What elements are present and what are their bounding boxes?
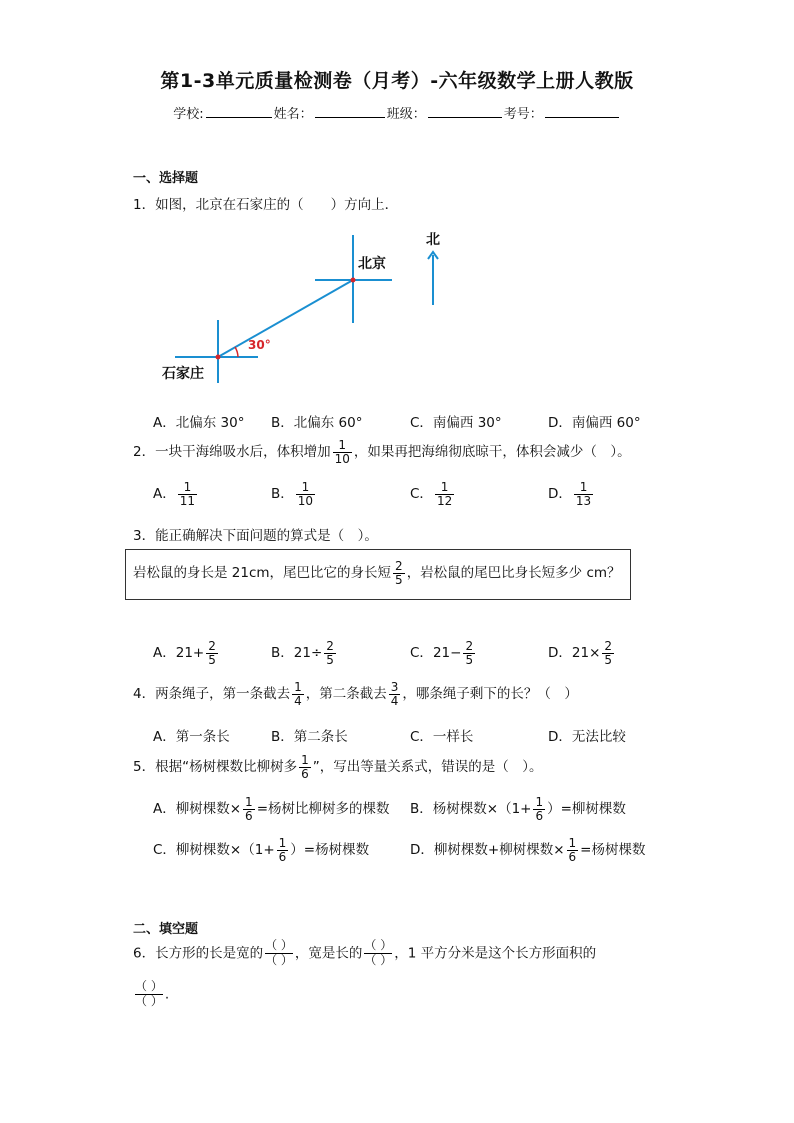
q6-blank-fraction-2[interactable]	[364, 939, 392, 968]
q6-b3-den[interactable]: （ ）	[135, 993, 163, 1008]
section-heading-choice: 一、选择题	[133, 171, 199, 186]
q2-option-a[interactable]	[153, 481, 199, 507]
q3-c-den: 5	[465, 652, 474, 667]
q4-f1-den: 4	[294, 693, 302, 708]
q3-box-fraction	[393, 560, 405, 586]
q2-option-a-label: A．	[153, 486, 176, 503]
q4-post: ，哪条绳子剩下的长？（ ）	[402, 686, 578, 703]
q4-option-d[interactable]: D．无法比较	[548, 729, 626, 745]
q6-b3-num[interactable]: （ ）	[135, 979, 163, 993]
name-label: 姓名：	[273, 107, 313, 122]
q1-option-d[interactable]: D．南偏西 60°	[548, 415, 641, 431]
q5-post: ”，写出等量关系式，错误的是（ ）。	[312, 759, 543, 776]
q3-box-num: 2	[395, 559, 403, 573]
q5-d-post: =杨树棵数	[580, 842, 646, 859]
q1-option-c[interactable]: C．南偏西 30°	[410, 415, 502, 431]
q5-a-frac	[243, 796, 255, 822]
q5-d-den: 6	[568, 849, 577, 864]
q2-option-c-label: C．	[410, 486, 433, 503]
q2-c-den: 12	[436, 493, 453, 508]
q3-box-post: ，岩松鼠的尾巴比身长短多少 cm？	[406, 565, 621, 582]
q2-b-num: 1	[301, 480, 310, 494]
q6-blank-fraction-1[interactable]	[265, 939, 293, 968]
q4-option-a[interactable]: A．第一条长	[153, 729, 230, 745]
q5-den: 6	[301, 766, 309, 781]
q3-b-label: B．	[271, 645, 294, 662]
q5-c-frac	[277, 837, 289, 863]
north-label: 北	[426, 232, 440, 248]
q5-c-label: C．柳树棵数×（1+	[153, 842, 275, 859]
q5-option-c[interactable]	[153, 837, 369, 863]
q6-b1-den[interactable]: （ ）	[265, 952, 293, 967]
q5-option-a[interactable]	[153, 796, 390, 822]
q6-mid: ，宽是长的	[294, 945, 363, 962]
q4-fraction-1	[292, 681, 304, 707]
section-heading-fill: 二、填空题	[133, 922, 199, 937]
name-field[interactable]	[315, 104, 385, 118]
q5-a-den: 6	[245, 808, 253, 823]
q5-b-frac	[533, 796, 545, 822]
q6-b1-num[interactable]: （ ）	[265, 938, 293, 952]
class-label: 班级：	[386, 107, 426, 122]
q3-b-den: 5	[326, 652, 334, 667]
q5-a-label: A．柳树棵数×	[153, 801, 242, 818]
q4-f1-num: 1	[294, 680, 302, 694]
q3-d-label: D．	[548, 645, 572, 662]
q3-a-label: A．	[153, 645, 176, 662]
q3-c-frac	[463, 640, 475, 666]
q3-d-num: 2	[604, 639, 613, 653]
q5-d-frac	[567, 837, 579, 863]
q5-pre: 5．根据“杨树棵数比柳树多	[133, 759, 298, 776]
q2-option-c-frac	[435, 481, 454, 507]
q5-b-post: ）=柳树棵数	[547, 801, 626, 818]
q3-c-num: 2	[465, 639, 474, 653]
q2-a-den: 11	[179, 493, 196, 508]
question-6-continued	[133, 980, 169, 1009]
q2-pre: 2．一块干海绵吸水后，体积增加	[133, 444, 331, 461]
q4-option-c[interactable]: C．一样长	[410, 729, 474, 745]
question-4-text	[133, 681, 578, 707]
q3-problem-text	[133, 560, 621, 586]
class-field[interactable]	[428, 104, 502, 118]
shijiazhuang-label: 石家庄	[162, 366, 204, 382]
q5-a-num: 1	[245, 795, 253, 809]
q3-b-num: 2	[326, 639, 334, 653]
q5-d-label: D．柳树棵数+柳树棵数×	[410, 842, 565, 859]
q3-c-expr: 21−	[432, 645, 462, 662]
q5-b-den: 6	[535, 808, 544, 823]
q2-option-b[interactable]	[271, 481, 317, 507]
beijing-label: 北京	[358, 256, 386, 272]
q6-b2-den[interactable]: （ ）	[364, 952, 393, 967]
school-label: 学校:	[173, 107, 204, 122]
q2-post: ，如果再把海绵彻底晾干，体积会减少（ ）。	[353, 444, 631, 461]
q6-post: ，1 平方分米是这个长方形面积的	[394, 945, 597, 962]
q6-pre: 6．长方形的长是宽的	[133, 945, 264, 962]
q3-option-b[interactable]	[271, 640, 338, 666]
question-1-text: 1．如图，北京在石家庄的（ ）方向上．	[133, 197, 399, 213]
q3-b-frac	[324, 640, 336, 666]
q3-d-den: 5	[604, 652, 613, 667]
q4-pre: 4．两条绳子，第一条截去	[133, 686, 291, 703]
q2-frac-num: 1	[338, 438, 347, 452]
q3-box-pre: 岩松鼠的身长是 21cm，尾巴比它的身长短	[133, 565, 392, 582]
q5-c-post: ）=杨树棵数	[290, 842, 370, 859]
direction-diagram	[160, 225, 460, 385]
q2-option-b-frac	[296, 481, 315, 507]
number-field[interactable]	[545, 104, 619, 118]
q2-option-d-frac	[574, 481, 593, 507]
q3-d-frac	[602, 640, 614, 666]
question-5-text	[133, 754, 542, 780]
q3-a-num: 2	[208, 639, 216, 653]
q1-option-a[interactable]: A．北偏东 30°	[153, 415, 245, 431]
q6-b2-num[interactable]: （ ）	[364, 938, 393, 952]
q1-option-b[interactable]: B．北偏东 60°	[271, 415, 363, 431]
q4-f2-den: 4	[390, 693, 399, 708]
q2-option-c[interactable]	[410, 481, 456, 507]
q5-option-d[interactable]	[410, 837, 645, 863]
angle-arc	[235, 347, 238, 357]
q3-box-den: 5	[395, 572, 403, 587]
q5-b-label: B．杨树棵数×（1+	[410, 801, 532, 818]
question-2-text	[133, 439, 631, 465]
student-info-line	[0, 103, 794, 122]
q3-a-den: 5	[208, 652, 216, 667]
q5-fraction	[299, 754, 311, 780]
q5-c-num: 1	[278, 836, 287, 850]
q3-d-expr: 21×	[571, 645, 601, 662]
q5-a-post: =杨树比柳树多的棵数	[256, 801, 390, 818]
q2-option-d-label: D．	[548, 486, 572, 503]
school-field[interactable]	[206, 104, 272, 118]
q3-b-expr: 21÷	[293, 645, 323, 662]
q5-num: 1	[301, 753, 309, 767]
shijiazhuang-point	[216, 355, 221, 360]
q3-option-d[interactable]	[548, 640, 616, 666]
q2-option-b-label: B．	[271, 486, 294, 503]
q4-mid: ，第二条截去	[305, 686, 387, 703]
q3-option-c[interactable]	[410, 640, 477, 666]
page-title: 第1-3单元质量检测卷（月考）-六年级数学上册人教版	[160, 70, 634, 92]
connecting-line	[218, 280, 353, 357]
q2-d-den: 13	[575, 493, 592, 508]
q4-f2-num: 3	[390, 680, 399, 694]
q5-c-den: 6	[278, 849, 287, 864]
q3-option-a[interactable]	[153, 640, 220, 666]
q2-option-a-frac	[178, 481, 197, 507]
q2-frac-den: 10	[334, 451, 350, 466]
number-label: 考号：	[503, 107, 543, 122]
q6-end: .	[164, 986, 170, 1003]
q5-b-num: 1	[535, 795, 544, 809]
q2-option-d[interactable]	[548, 481, 595, 507]
q3-a-frac	[206, 640, 218, 666]
q6-blank-fraction-3[interactable]	[135, 980, 163, 1009]
question-3-text: 3．能正确解决下面问题的算式是（ ）。	[133, 528, 378, 544]
beijing-point	[351, 278, 356, 283]
q4-option-b[interactable]: B．第二条长	[271, 729, 348, 745]
q2-b-den: 10	[297, 493, 314, 508]
q2-c-num: 1	[440, 480, 449, 494]
q4-fraction-2	[389, 681, 401, 707]
angle-label: 30°	[248, 338, 271, 352]
question-6-text	[133, 939, 596, 968]
q5-option-b[interactable]	[410, 796, 626, 822]
q2-d-num: 1	[579, 480, 588, 494]
q2-a-num: 1	[183, 480, 192, 494]
q3-c-label: C．	[410, 645, 433, 662]
q5-d-num: 1	[568, 836, 577, 850]
q2-fraction	[333, 439, 352, 465]
q3-a-expr: 21+	[175, 645, 205, 662]
